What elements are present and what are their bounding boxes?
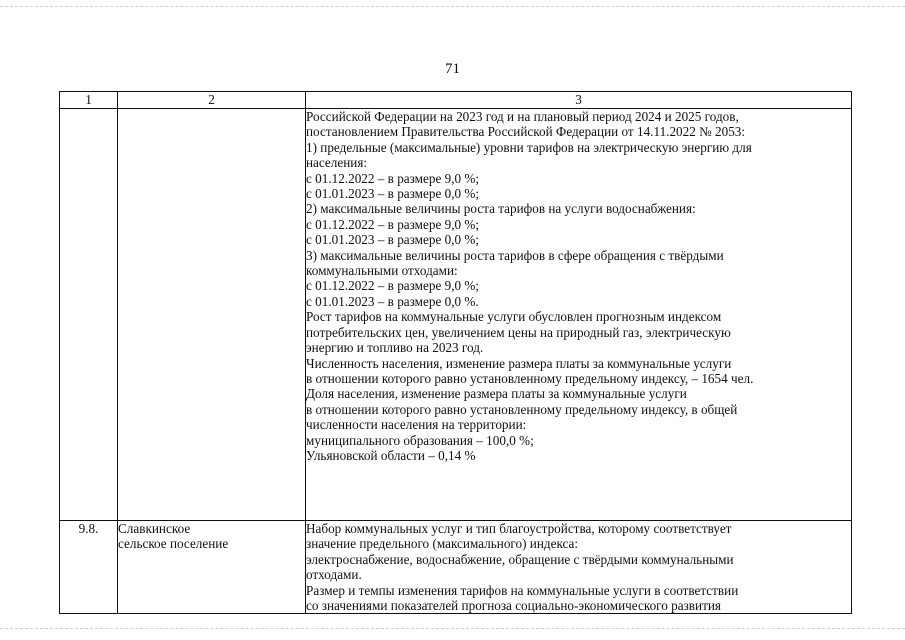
text-line: Численность населения, изменение размера платы за коммунальные услуги xyxy=(306,355,732,371)
text-line: Доля населения, изменение размера платы за коммунальные услуги xyxy=(306,386,687,402)
text-line: 1) предельные (максимальные) уровни тарифов на электрическую энергию для xyxy=(306,139,752,155)
settlement-name-line: Славкинское xyxy=(118,521,191,536)
settlement-name xyxy=(118,521,306,614)
table-row xyxy=(60,521,852,614)
text-line: муниципального образования – 100,0 %; xyxy=(306,432,534,448)
row-description xyxy=(306,109,852,521)
text-line: Ульяновской области – 0,14 % xyxy=(306,447,476,463)
text-line: коммунальными отходами: xyxy=(306,263,458,279)
text-line: с 01.12.2022 – в размере 9,0 %; xyxy=(306,278,480,294)
text-line: с 01.12.2022 – в размере 9,0 %; xyxy=(306,216,480,232)
text-line: энергию и топливо на 2023 год. xyxy=(306,340,484,356)
text-line: Набор коммунальных услуг и тип благоустройства, которому соответствует xyxy=(306,521,732,536)
settlement-name-line: сельское поселение xyxy=(118,536,229,552)
document-table xyxy=(59,91,852,614)
text-line: Размер и темпы изменения тарифов на коммунальные услуги в соответствии xyxy=(306,582,739,598)
text-line: с 01.12.2022 – в размере 9,0 %; xyxy=(306,170,480,186)
text-line: с 01.01.2023 – в размере 0,0 %; xyxy=(306,232,480,248)
text-line: со значениями показателей прогноза социально-экономического развития xyxy=(306,598,721,614)
column-header-3: 3 xyxy=(306,92,852,109)
text-line: с 01.01.2023 – в размере 0,0 %; xyxy=(306,186,480,202)
scan-artifact-top xyxy=(0,6,905,9)
text-line: с 01.01.2023 – в размере 0,0 %. xyxy=(306,293,479,309)
text-line: 2) максимальные величины роста тарифов на услуги водоснабжения: xyxy=(306,201,696,217)
column-header-2: 2 xyxy=(118,92,306,109)
text-line: отходами. xyxy=(306,567,362,583)
text-line: в отношении которого равно установленному предельному индексу, в общей xyxy=(306,401,738,417)
table-row xyxy=(60,109,852,521)
text-line: электроснабжение, водоснабжение, обращение с твёрдыми коммунальными xyxy=(306,551,734,567)
text-line: 3) максимальные величины роста тарифов в сфере обращения с твёрдыми xyxy=(306,247,724,263)
text-line: численности населения на территории: xyxy=(306,417,527,433)
table-header-row xyxy=(60,92,852,109)
settlement-name xyxy=(118,109,306,521)
text-line: населения: xyxy=(306,155,368,171)
text-line: потребительских цен, увеличением цены на природный газ, электрическую xyxy=(306,324,731,340)
text-line: в отношении которого равно установленному предельному индексу, – 1654 чел. xyxy=(306,370,754,386)
scan-artifact-bottom xyxy=(0,628,905,631)
text-line: значение предельного (максимального) индекса: xyxy=(306,536,579,552)
text-line: Рост тарифов на коммунальные услуги обусловлен прогнозным индексом xyxy=(306,309,722,325)
row-description xyxy=(306,521,852,614)
text-line: Российской Федерации на 2023 год и на плановый период 2024 и 2025 годов, xyxy=(306,109,739,124)
row-number: 9.8. xyxy=(60,521,118,614)
row-number xyxy=(60,109,118,521)
column-header-1: 1 xyxy=(60,92,118,109)
page-number: 71 xyxy=(445,61,460,77)
text-line: постановлением Правительства Российской Федерации от 14.11.2022 № 2053: xyxy=(306,124,746,140)
